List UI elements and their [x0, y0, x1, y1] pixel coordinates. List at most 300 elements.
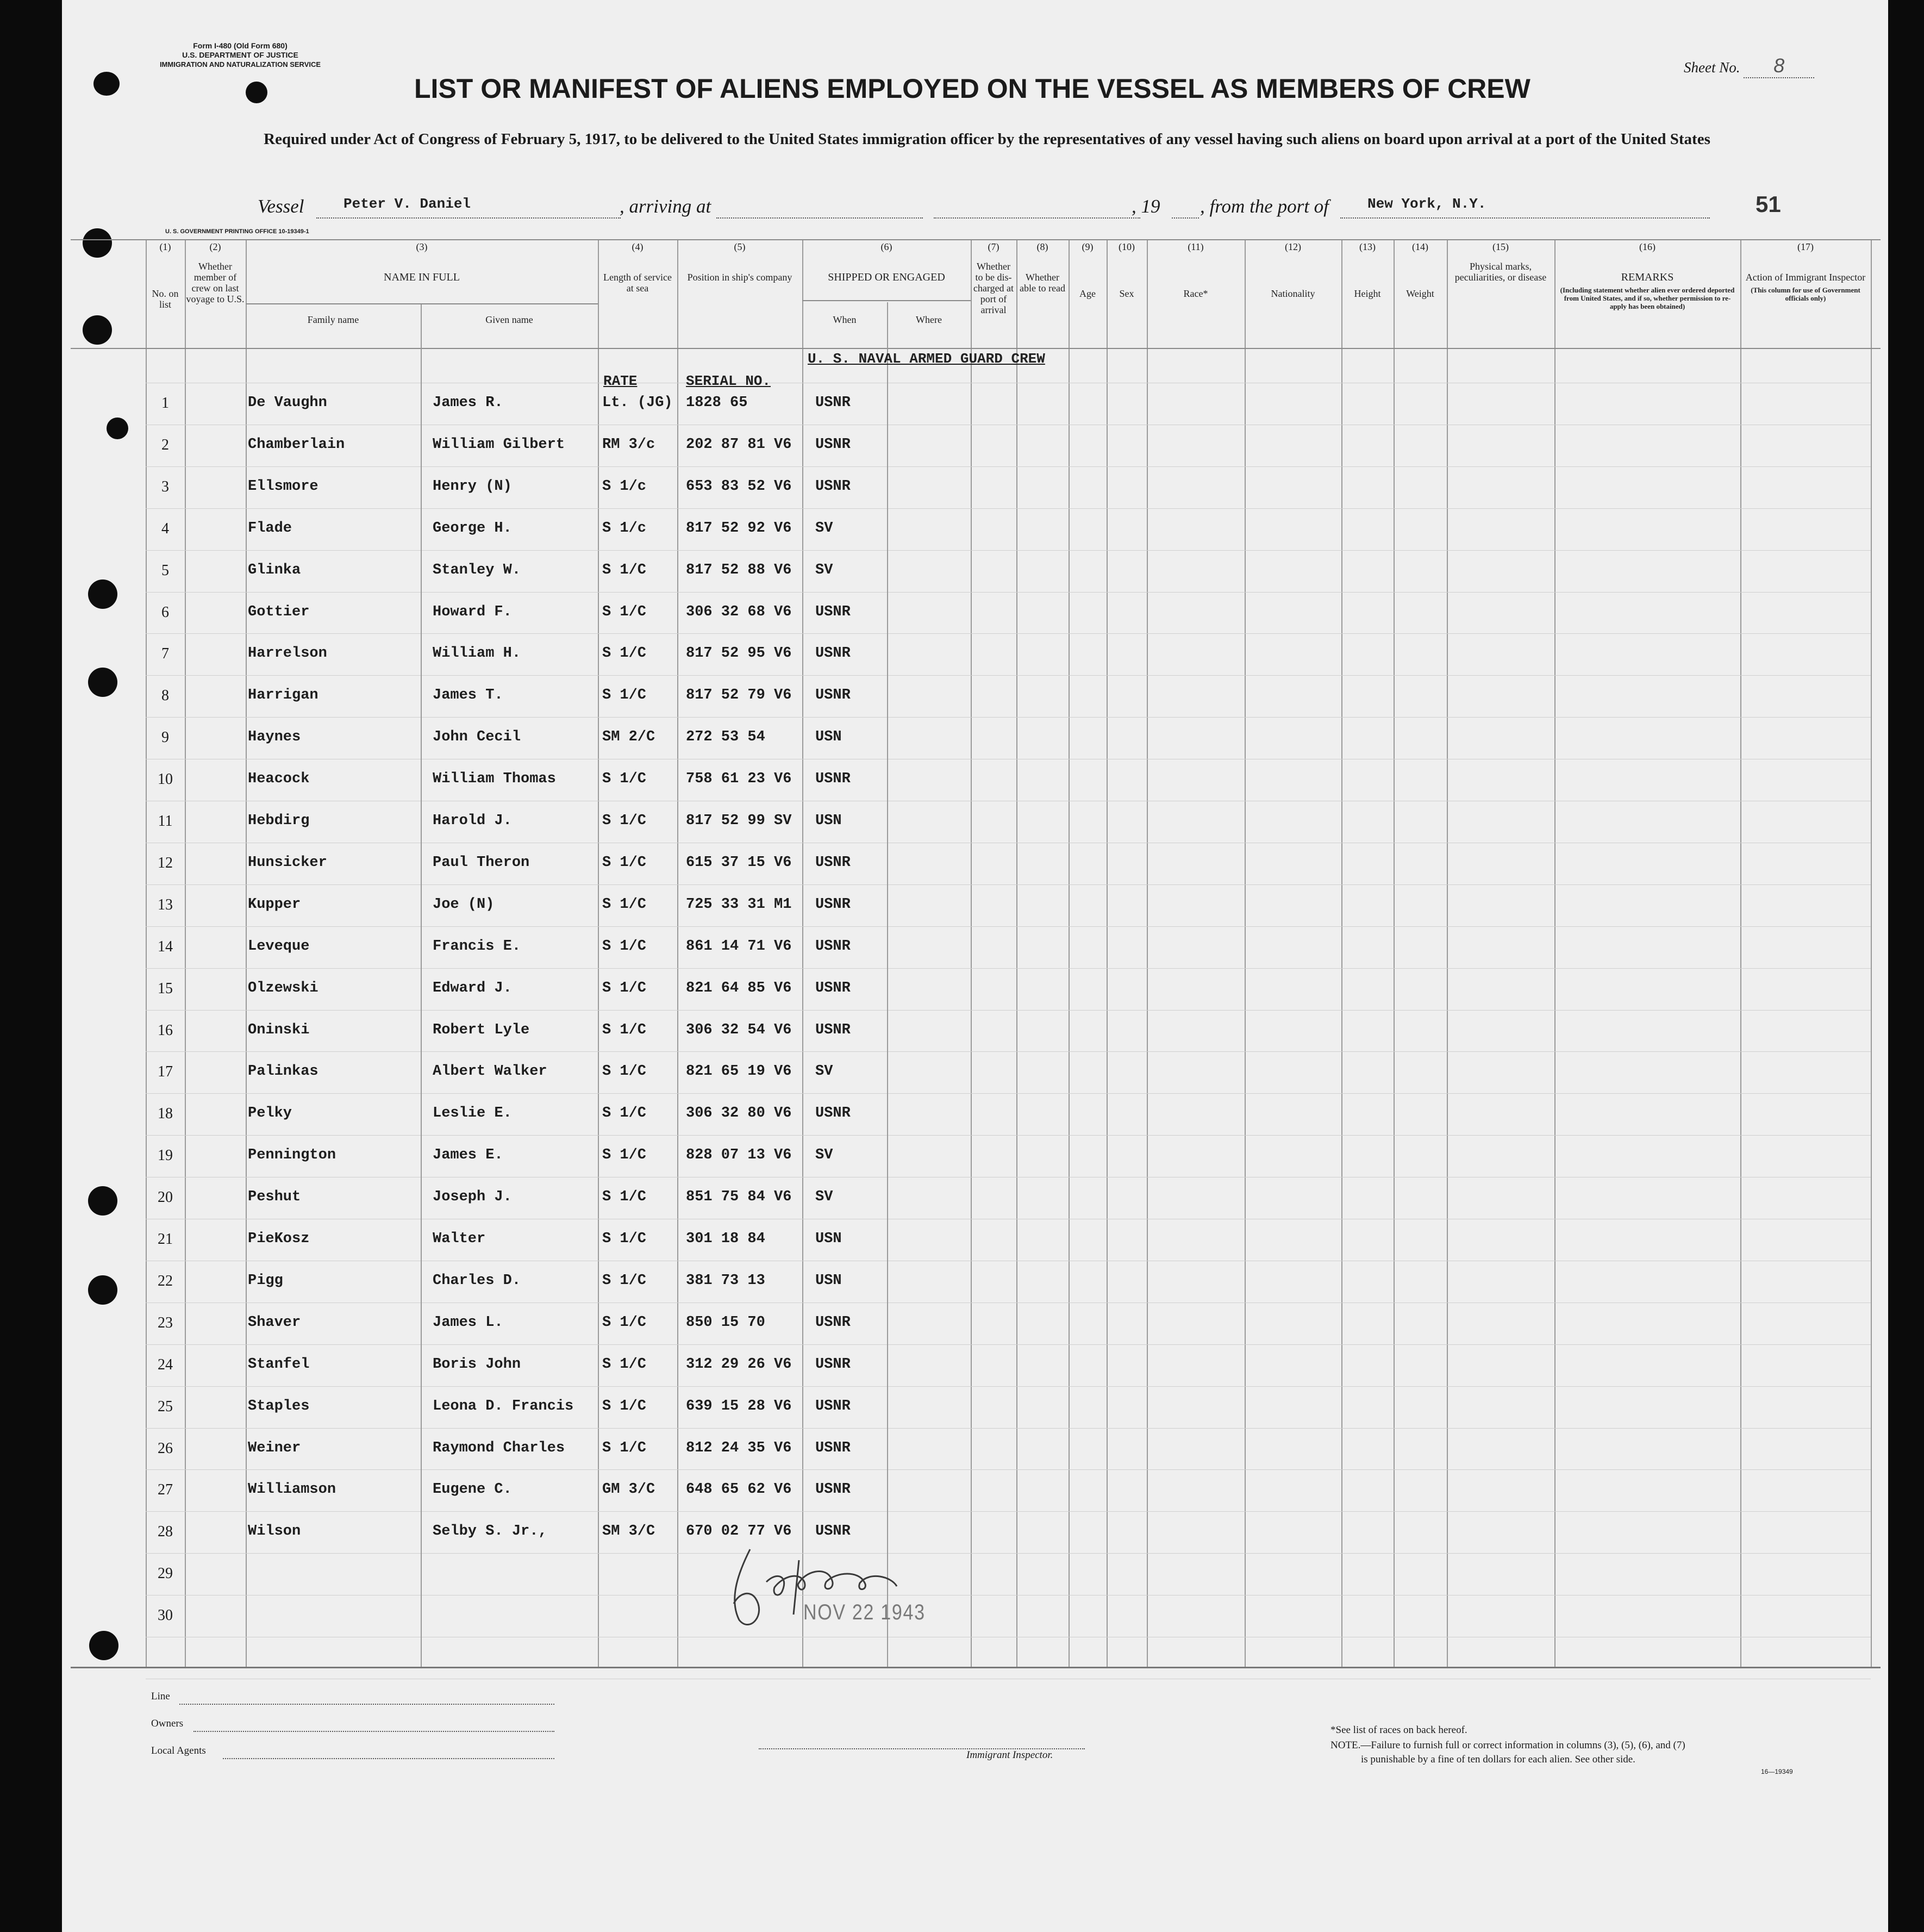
cell-given: Selby S. Jr., [433, 1523, 547, 1540]
row-number: 1 [161, 395, 169, 412]
column-number: (17) [1797, 241, 1814, 252]
row-rule [146, 1428, 1871, 1429]
column-number: (10) [1119, 241, 1135, 252]
shipped-divider [887, 302, 888, 1667]
year-label: , 19 [1132, 196, 1160, 217]
cell-serial: 758 61 23 V6 [686, 771, 792, 787]
row-number: 24 [158, 1356, 173, 1373]
column-rule [1740, 239, 1741, 1667]
cell-serial: 653 83 52 V6 [686, 478, 792, 495]
cell-family: Shaver [248, 1314, 301, 1331]
column-rule [1341, 239, 1342, 1667]
year-field [1172, 196, 1199, 219]
cell-rate: SM 2/C [602, 729, 655, 745]
page-number: 51 [1756, 191, 1781, 217]
cell-branch: SV [815, 1147, 833, 1163]
cell-rate: S 1/C [602, 687, 647, 703]
cell-branch: USN [815, 1231, 842, 1247]
cell-family: Wilson [248, 1523, 301, 1540]
cell-family: Gottier [248, 604, 310, 620]
cell-given: Henry (N) [433, 478, 512, 495]
row-number: 22 [158, 1273, 173, 1289]
cell-given: Albert Walker [433, 1063, 547, 1080]
binder-hole [83, 228, 112, 258]
column-rule [1245, 239, 1246, 1667]
column-number: (7) [988, 241, 1000, 252]
sheet-number [1684, 54, 1814, 78]
column-rule [971, 239, 972, 1667]
column-rule [1147, 239, 1148, 1667]
cell-branch: USNR [815, 1356, 851, 1373]
cell-given: William Thomas [433, 771, 556, 787]
column-rule [185, 239, 186, 1667]
cell-given: Charles D. [433, 1273, 521, 1289]
cell-rate: S 1/C [602, 771, 647, 787]
cell-given: William Gilbert [433, 437, 565, 453]
row-number: 8 [161, 687, 169, 704]
cell-given: Edward J. [433, 980, 512, 996]
subheader-rule [802, 300, 971, 301]
column-number: (2) [209, 241, 221, 252]
cell-family: Pigg [248, 1273, 283, 1289]
cell-serial: 639 15 28 V6 [686, 1398, 792, 1414]
cell-serial: 821 64 85 V6 [686, 980, 792, 996]
row-number: 19 [158, 1147, 173, 1164]
cell-serial: 301 18 84 [686, 1231, 765, 1247]
column-rule [1016, 239, 1017, 1667]
row-number: 25 [158, 1398, 173, 1415]
inspector-signature-line [759, 1743, 1085, 1749]
cell-branch: SV [815, 1063, 833, 1080]
name-divider [421, 304, 422, 1667]
cell-branch: USNR [815, 478, 851, 495]
header-rule [71, 239, 1881, 240]
row-number: 23 [158, 1314, 173, 1331]
cell-serial: 817 52 88 V6 [686, 562, 792, 578]
cell-rate: RM 3/c [602, 437, 655, 453]
cell-rate: S 1/C [602, 980, 647, 996]
page-subtitle: Required under Act of Congress of February 5, 1917, to be delivered to the United States immigration officer by the representatives of any vessel having such aliens on board upon arrival at a port of the United States [264, 130, 1710, 148]
cell-given: Francis E. [433, 938, 521, 955]
column-number: (8) [1036, 241, 1048, 252]
cell-serial: 861 14 71 V6 [686, 938, 792, 955]
cell-serial: 648 65 62 V6 [686, 1481, 792, 1498]
cell-rate: S 1/c [602, 520, 647, 537]
binder-hole [88, 1275, 117, 1305]
row-rule [146, 717, 1871, 718]
binder-hole [93, 72, 120, 96]
cell-serial: 850 15 70 [686, 1314, 765, 1331]
cell-family: PieKosz [248, 1231, 310, 1247]
column-subheader: Where [916, 314, 942, 325]
column-header: Position in ship's company [687, 272, 792, 283]
cell-rate: S 1/C [602, 1022, 647, 1038]
from-port-label: , from the port of [1200, 196, 1329, 217]
cell-rate: S 1/C [602, 896, 647, 913]
row-number: 4 [161, 520, 169, 537]
cell-family: Harrelson [248, 645, 327, 662]
row-rule [146, 926, 1871, 927]
cell-serial: 306 32 68 V6 [686, 604, 792, 620]
line-label: Line [151, 1691, 170, 1702]
sheet-label: Sheet No. [1684, 59, 1740, 76]
row-number: 18 [158, 1105, 173, 1122]
cell-family: Pennington [248, 1147, 336, 1163]
arriving-port-field [716, 196, 923, 219]
column-rule [598, 239, 599, 1667]
column-header: Length of service at sea [603, 272, 672, 294]
column-subheader: (This column for use of Government officials only) [1751, 286, 1860, 302]
column-header: Age [1079, 288, 1096, 299]
binder-hole [89, 1631, 118, 1660]
row-number: 16 [158, 1022, 173, 1039]
column-rule [146, 239, 147, 1667]
cell-given: Howard F. [433, 604, 512, 620]
owners-field [193, 1724, 554, 1732]
column-rule [677, 239, 678, 1667]
cell-branch: USNR [815, 395, 851, 411]
cell-branch: USN [815, 729, 842, 745]
row-rule [146, 1051, 1871, 1052]
cell-family: De Vaughn [248, 395, 327, 411]
binder-hole [88, 668, 117, 697]
cell-rate: S 1/C [602, 1147, 647, 1163]
row-number: 3 [161, 478, 169, 495]
race-note: *See list of races on back hereof. [1330, 1724, 1467, 1736]
column-header: Race* [1183, 288, 1208, 299]
row-rule [146, 508, 1871, 509]
cell-rate: S 1/C [602, 1273, 647, 1289]
row-number: 9 [161, 729, 169, 746]
cell-branch: USNR [815, 604, 851, 620]
cell-given: Leona D. Francis [433, 1398, 574, 1414]
column-rule [1871, 239, 1872, 1667]
column-header: Physical marks, peculiarities, or disease [1454, 261, 1547, 283]
cell-given: Boris John [433, 1356, 521, 1373]
row-number: 7 [161, 645, 169, 662]
vessel-label: Vessel [258, 196, 304, 217]
row-number: 30 [158, 1607, 173, 1624]
page-title: LIST OR MANIFEST OF ALIENS EMPLOYED ON THE VESSEL AS MEMBERS OF CREW [414, 73, 1531, 104]
row-number: 6 [161, 604, 169, 621]
cell-serial: 306 32 80 V6 [686, 1105, 792, 1121]
cell-given: James T. [433, 687, 503, 703]
cell-rate: S 1/C [602, 938, 647, 955]
cell-serial: 1828 65 [686, 395, 748, 411]
column-rule [1554, 239, 1556, 1667]
column-number: (16) [1639, 241, 1656, 252]
column-number: (6) [880, 241, 892, 252]
cell-given: Paul Theron [433, 855, 530, 871]
row-rule [146, 1553, 1871, 1554]
penalty-note-1: NOTE.—Failure to furnish full or correct information in columns (3), (5), (6), and (7) [1330, 1740, 1685, 1751]
row-number: 20 [158, 1189, 173, 1206]
form-number: Form I-480 (Old Form 680) [193, 41, 288, 50]
inspector-label: Immigrant Inspector. [966, 1749, 1053, 1761]
cell-family: Williamson [248, 1481, 336, 1498]
local-agents-field [223, 1752, 554, 1759]
cell-branch: SV [815, 520, 833, 537]
cell-branch: USNR [815, 1440, 851, 1456]
column-number: (12) [1285, 241, 1301, 252]
cell-family: Staples [248, 1398, 310, 1414]
cell-branch: USNR [815, 1314, 851, 1331]
cell-given: George H. [433, 520, 512, 537]
cell-branch: USNR [815, 896, 851, 913]
cell-given: Leslie E. [433, 1105, 512, 1121]
cell-given: William H. [433, 645, 521, 662]
cell-branch: SV [815, 562, 833, 578]
cell-serial: 272 53 54 [686, 729, 765, 745]
cell-rate: S 1/C [602, 855, 647, 871]
column-header: No. on list [152, 288, 179, 310]
binder-hole [107, 417, 128, 439]
cell-branch: USNR [815, 771, 851, 787]
row-rule [146, 1386, 1871, 1387]
row-rule [146, 1093, 1871, 1094]
row-number: 14 [158, 938, 173, 955]
cell-family: Chamberlain [248, 437, 345, 453]
cell-given: James E. [433, 1147, 503, 1163]
service: IMMIGRATION AND NATURALIZATION SERVICE [159, 60, 321, 68]
header-rule [71, 348, 1881, 349]
cell-serial: 381 73 13 [686, 1273, 765, 1289]
row-rule [146, 550, 1871, 551]
column-header: NAME IN FULL [384, 271, 460, 283]
serial-heading: SERIAL NO. [686, 373, 771, 389]
cell-branch: USNR [815, 938, 851, 955]
row-number: 17 [158, 1063, 173, 1080]
cell-family: Ellsmore [248, 478, 318, 495]
column-number: (15) [1492, 241, 1509, 252]
column-header: SHIPPED OR ENGAGED [828, 271, 945, 283]
cell-branch: USNR [815, 1022, 851, 1038]
column-number: (13) [1359, 241, 1376, 252]
cell-given: Joe (N) [433, 896, 495, 913]
subheader-rule [246, 303, 598, 304]
cell-serial: 851 75 84 V6 [686, 1189, 792, 1205]
cell-branch: USNR [815, 1105, 851, 1121]
binder-hole [88, 1186, 117, 1216]
column-number: (3) [416, 241, 428, 252]
row-number: 11 [158, 813, 173, 830]
cell-serial: 202 87 81 V6 [686, 437, 792, 453]
cell-family: Peshut [248, 1189, 301, 1205]
row-rule [146, 1511, 1871, 1512]
cell-branch: USNR [815, 1523, 851, 1540]
cell-branch: USN [815, 813, 842, 829]
column-rule [1394, 239, 1395, 1667]
rate-heading: RATE [603, 373, 638, 389]
line-field [179, 1697, 554, 1705]
cell-branch: USN [815, 1273, 842, 1289]
cell-family: Stanfel [248, 1356, 310, 1373]
cell-given: Stanley W. [433, 562, 521, 578]
column-rule [1107, 239, 1108, 1667]
department: U.S. DEPARTMENT OF JUSTICE [182, 51, 298, 59]
cell-branch: USNR [815, 1398, 851, 1414]
row-rule [146, 1344, 1871, 1345]
cell-rate: S 1/C [602, 604, 647, 620]
cell-family: Heacock [248, 771, 310, 787]
cell-family: Flade [248, 520, 292, 537]
form-code: 16—19349 [1761, 1768, 1793, 1775]
cell-given: Harold J. [433, 813, 512, 829]
row-rule [146, 968, 1871, 969]
from-port-field [1340, 196, 1710, 219]
row-number: 12 [158, 855, 173, 871]
cell-rate: SM 3/C [602, 1523, 655, 1540]
arrival-date-field [934, 196, 1140, 219]
penalty-note-2: is punishable by a fine of ten dollars for each alien. See other side. [1361, 1754, 1635, 1765]
cell-given: Raymond Charles [433, 1440, 565, 1456]
cell-family: Hunsicker [248, 855, 327, 871]
cell-family: Pelky [248, 1105, 292, 1121]
cell-given: Robert Lyle [433, 1022, 530, 1038]
cell-given: Joseph J. [433, 1189, 512, 1205]
column-header: Action of Immigrant Inspector [1745, 272, 1866, 283]
cell-rate: S 1/C [602, 1231, 647, 1247]
row-number: 5 [161, 562, 169, 579]
cell-given: John Cecil [433, 729, 521, 745]
date-stamp: NOV 22 1943 [803, 1600, 926, 1624]
column-header: Whether able to read [1020, 272, 1065, 294]
column-number: (9) [1082, 241, 1094, 252]
row-number: 10 [158, 771, 173, 788]
column-number: (11) [1188, 241, 1204, 252]
cell-rate: S 1/C [602, 1440, 647, 1456]
cell-rate: S 1/C [602, 1063, 647, 1080]
row-number: 26 [158, 1440, 173, 1457]
column-number: (14) [1412, 241, 1428, 252]
column-number: (5) [734, 241, 746, 252]
cell-rate: S 1/C [602, 562, 647, 578]
vessel-name-field [316, 196, 621, 219]
row-rule [146, 675, 1871, 676]
cell-serial: 817 52 95 V6 [686, 645, 792, 662]
column-header: Whether to be dis-charged at port of arrival [973, 261, 1014, 315]
column-header: Weight [1406, 288, 1434, 299]
cell-rate: GM 3/C [602, 1481, 655, 1498]
binder-hole [246, 82, 267, 103]
row-rule [146, 1010, 1871, 1011]
cell-branch: USNR [815, 687, 851, 703]
cell-branch: USNR [815, 437, 851, 453]
cell-family: Leveque [248, 938, 310, 955]
row-number: 2 [161, 437, 169, 453]
column-subheader: Family name [307, 314, 359, 325]
cell-serial: 306 32 54 V6 [686, 1022, 792, 1038]
column-number: (4) [632, 241, 644, 252]
cell-branch: USNR [815, 855, 851, 871]
local-agents-label: Local Agents [151, 1745, 206, 1756]
column-header: REMARKS [1621, 271, 1674, 283]
cell-serial: 821 65 19 V6 [686, 1063, 792, 1080]
cell-serial: 812 24 35 V6 [686, 1440, 792, 1456]
cell-family: Weiner [248, 1440, 301, 1456]
footer-divider [71, 1667, 1881, 1668]
cell-family: Harrigan [248, 687, 318, 703]
row-number: 15 [158, 980, 173, 997]
cell-rate: S 1/c [602, 478, 647, 495]
sheet-value: 8 [1744, 54, 1814, 78]
row-rule [146, 592, 1871, 593]
row-rule [146, 884, 1871, 885]
binder-hole [83, 315, 112, 345]
cell-serial: 817 52 99 SV [686, 813, 792, 829]
cell-serial: 725 33 31 M1 [686, 896, 792, 913]
row-rule [146, 1302, 1871, 1303]
cell-rate: Lt. (JG) [602, 395, 673, 411]
cell-given: James L. [433, 1314, 503, 1331]
row-rule [146, 1595, 1871, 1596]
cell-rate: S 1/C [602, 645, 647, 662]
cell-given: Walter [433, 1231, 486, 1247]
column-subheader: (Including statement whether alien ever ordered deported from United States, and if so, whether permission to re-apply has been obtained) [1560, 286, 1735, 310]
cell-given: James R. [433, 395, 503, 411]
cell-serial: 312 29 26 V6 [686, 1356, 792, 1373]
cell-rate: S 1/C [602, 813, 647, 829]
cell-family: Palinkas [248, 1063, 318, 1080]
column-rule [802, 239, 803, 1667]
row-number: 28 [158, 1523, 173, 1540]
column-header: Nationality [1271, 288, 1315, 299]
cell-rate: S 1/C [602, 1189, 647, 1205]
cell-rate: S 1/C [602, 1105, 647, 1121]
owners-label: Owners [151, 1718, 184, 1729]
binder-hole [88, 579, 117, 609]
column-subheader: When [833, 314, 857, 325]
cell-family: Olzewski [248, 980, 318, 996]
cell-rate: S 1/C [602, 1398, 647, 1414]
cell-serial: 828 07 13 V6 [686, 1147, 792, 1163]
row-rule [146, 633, 1871, 634]
cell-family: Glinka [248, 562, 301, 578]
column-rule [1447, 239, 1448, 1667]
column-number: (1) [159, 241, 171, 252]
row-rule [146, 1469, 1871, 1470]
column-rule [1069, 239, 1070, 1667]
form-id [142, 41, 338, 69]
row-rule [146, 1135, 1871, 1136]
row-rule [146, 466, 1871, 467]
vessel-name: Peter V. Daniel [343, 196, 471, 212]
cell-family: Haynes [248, 729, 301, 745]
cell-serial: 615 37 15 V6 [686, 855, 792, 871]
cell-branch: USNR [815, 645, 851, 662]
row-number: 13 [158, 896, 173, 913]
column-header: Height [1354, 288, 1381, 299]
cell-branch: USNR [815, 980, 851, 996]
printer-note: U. S. GOVERNMENT PRINTING OFFICE 10-19349-1 [165, 228, 309, 235]
from-port: New York, N.Y. [1367, 196, 1486, 212]
cell-family: Kupper [248, 896, 301, 913]
row-number: 29 [158, 1565, 173, 1582]
row-number: 27 [158, 1481, 173, 1498]
cell-serial: 670 02 77 V6 [686, 1523, 792, 1540]
cell-family: Oninski [248, 1022, 310, 1038]
section-heading: U. S. NAVAL ARMED GUARD CREW [808, 351, 1045, 367]
cell-serial: 817 52 79 V6 [686, 687, 792, 703]
cell-family: Hebdirg [248, 813, 310, 829]
cell-branch: SV [815, 1189, 833, 1205]
cell-rate: S 1/C [602, 1314, 647, 1331]
arriving-label: , arriving at [620, 196, 711, 217]
column-header: Whether member of crew on last voyage to U.S. [186, 261, 245, 304]
row-number: 21 [158, 1231, 173, 1248]
cell-given: Eugene C. [433, 1481, 512, 1498]
column-subheader: Given name [485, 314, 533, 325]
